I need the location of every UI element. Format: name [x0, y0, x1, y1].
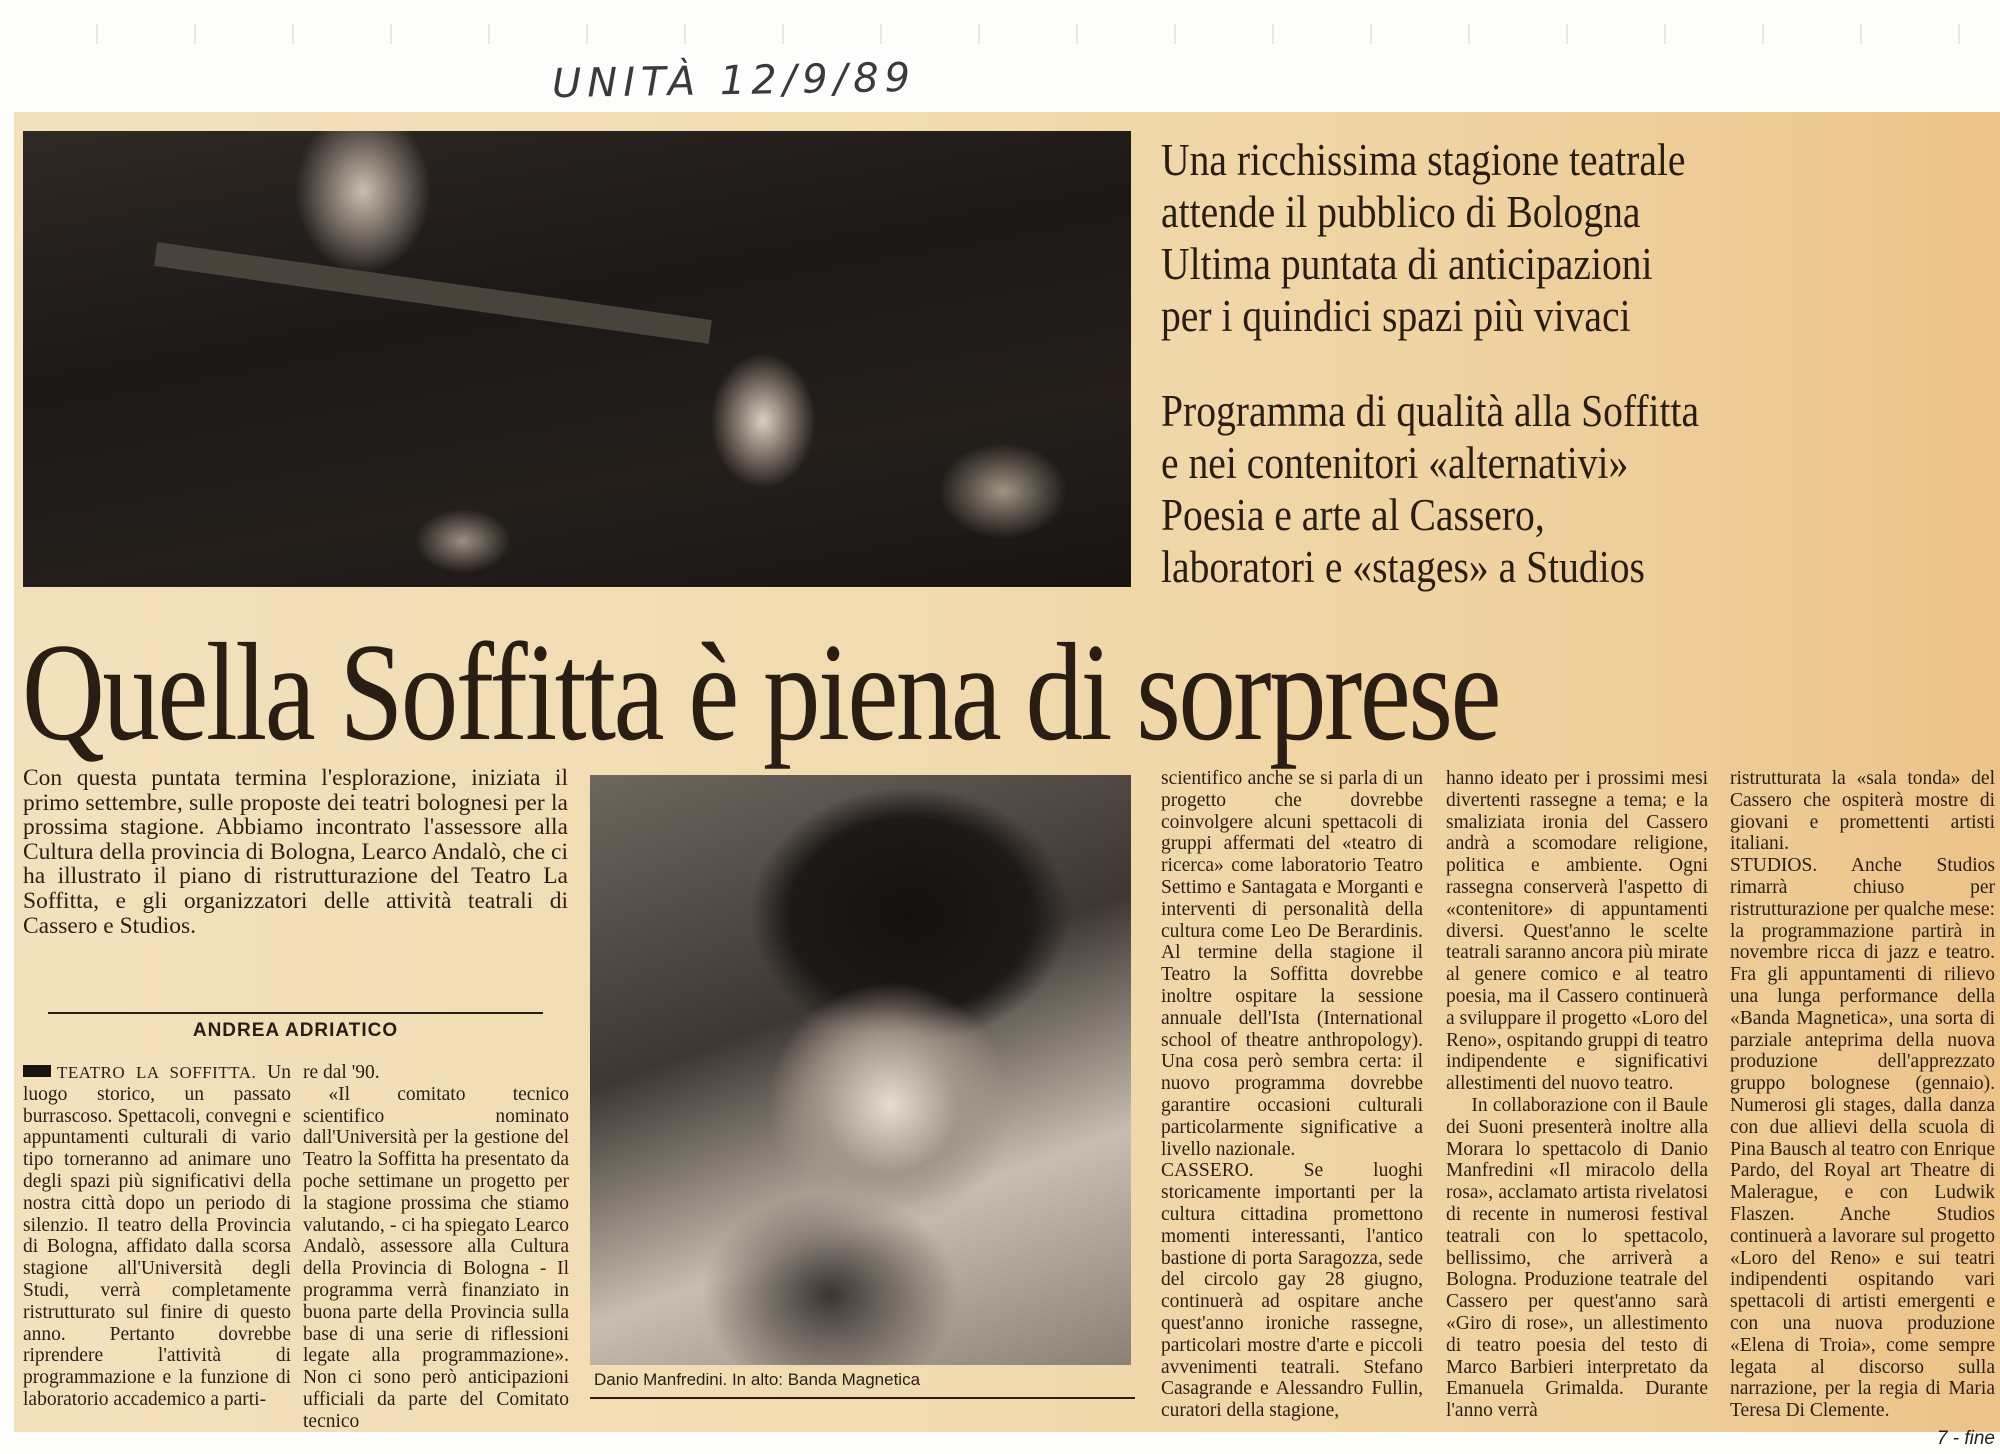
article-column-2 [303, 1062, 569, 1433]
paragraph: re dal '90. [303, 1062, 380, 1083]
article-headline: Quella Soffitta è piena di sorprese [22, 615, 1500, 770]
section-marker-icon [23, 1065, 51, 1077]
subheading-line: attende il pubblico di Bologna [1161, 187, 1641, 237]
paragraph: hanno ideato per i prossimi mesi divertenti rassegne a tema; e la smaliziata ironia del Cassero andrà a scomodare religione, politica e ambiente. Ogni rassegna conserverà l'aspetto di «contenitore» di appuntamenti diversi. Quest'anno le scelte teatrali saranno ancora più mirate al genere comico e al teatro poesia, ma il Cassero continuerà a sviluppare il progetto «Loro del Reno», ospitando gruppi di teatro indipendente e significativi allestimenti del nuovo teatro. [1446, 768, 1708, 1095]
subheading-line: per i quindici spazi più vivaci [1161, 291, 1631, 341]
article-end-mark: 7 - fine [1936, 1427, 1995, 1449]
handwritten-source-date: UNITÀ 12/9/89 [551, 54, 917, 108]
subheading-line: Una ricchissima stagione teatrale [1161, 135, 1686, 185]
photo-danio-manfredini [590, 775, 1131, 1365]
subheading-block-2 [1161, 385, 1699, 593]
caption-divider [590, 1397, 1135, 1399]
paragraph: ristrutturata la «sala tonda» del Cassero che ospiterà mostre di giovani e promettenti artisti italiani. [1730, 768, 1995, 855]
article-column-4 [1446, 768, 1708, 1422]
article-intro: Con questa puntata termina l'esplorazione, iniziata il primo settembre, sulle proposte dei teatri bolognesi per la prossima stagione. Abbiamo incontrato l'assessore alla Cultura della provincia di Bologna, Learco Andalò, che ci ha illustrato il piano di ristrutturazione del Teatro La Soffitta, e gli organizzatori delle attività teatrali di Cassero e Studios. [23, 765, 568, 939]
byline-divider [48, 1012, 543, 1014]
article-byline: ANDREA ADRIATICO [192, 1020, 399, 1041]
section-lead: TEATRO LA SOFFITTA. [57, 1063, 257, 1082]
subheading-line: Programma di qualità alla Soffitta [1161, 386, 1700, 436]
subheading-line: Ultima puntata di anticipazioni [1161, 239, 1653, 289]
column-text: Un luogo storico, un passato burrascoso. Spettacoli, convegni e appuntamenti culturali di vario tipo torneranno ad animare uno degli spazi più significativi della nostra città dopo un periodo di silenzio. Il teatro della Provincia di Bologna, affidato dalla scorsa stagione all'Università degli Studi, verrà completamente ristrutturato sul finire di questo anno. Pertanto dovrebbe riprendere l'attività di programmazione e la funzione di laboratorio accademico a parti- [23, 1062, 292, 1410]
paragraph: «Il comitato tecnico scientifico nominato dall'Università per la gestione del Teatro la Soffitta ha presentato da poche settimane un progetto per la stagione prossima che stiamo valutando, - ci ha spiegato Learco Andalò, assessore alla Cultura della Provincia di Bologna - Il programma verrà finanziato in buona parte della Provincia sulla base di una serie di riflessioni legate alla programmazione». Non ci sono però anticipazioni ufficiali da parte del Comitato tecnico [303, 1083, 569, 1432]
photo-banda-magnetica [23, 131, 1131, 587]
subheading-line: laboratori e «stages» a Studios [1161, 542, 1645, 592]
article-column-5 [1730, 768, 1995, 1450]
subheading-line: Poesia e arte al Cassero, [1161, 490, 1545, 540]
subheading-line: e nei contenitori «alternativi» [1161, 438, 1629, 488]
paragraph: scientifico anche se si parla di un progetto che dovrebbe coinvolgere alcuni spettacoli di gruppi affermati del «teatro di ricerca» come laboratorio Teatro Settimo e Santagata e Morganti e interventi di personalità della cultura come Leo De Berardinis. Al termine della stagione il Teatro la Soffitta dovrebbe inoltre ospitare la sessione annuale dell'Ista (International school of theatre anthropology). Una cosa però sembra certa: il nuovo programma dovrebbe garantire occasioni culturali particolarmente significative a livello nazionale. [1161, 768, 1423, 1160]
scan-ruler-ticks [0, 24, 2000, 44]
subheading-block-1 [1161, 134, 1685, 342]
paragraph: STUDIOS. Anche Studios rimarrà chiuso per ristrutturazione per qualche mese: la programmazione partirà in novembre ricca di jazz e teatro. Fra gli appuntamenti di rilievo una lunga performance della «Banda Magnetica», una sorta di parziale anteprima della nuova produzione dell'apprezzato gruppo bolognese (gennaio). Numerosi gli stages, dalla danza con due allievi della scuola di Pina Bausch al teatro con Enrique Pardo, del Royal art Theatre di Malerague, e con Ludwik Flaszen. Anche Studios continuerà a lavorare sul progetto «Loro del Reno» e sui teatri indipendenti ospitando vari spettacoli di artisti emergenti e con una nuova produzione «Elena di Troia», come sempre legata al discorso sulla narrazione, per la regia di Maria Teresa Di Clemente. [1730, 855, 1995, 1422]
article-column-1 [23, 1062, 291, 1411]
article-column-3 [1161, 768, 1423, 1422]
paragraph: CASSERO. Se luoghi storicamente importanti per la cultura cittadina promettono momenti interessanti, l'antico bastione di porta Saragozza, sede del circolo gay 28 giugno, continuerà ad ospitare anche quest'anno ironiche rassegne, particolari mostre d'arte e piccoli avvenimenti teatrali. Stefano Casagrande e Alessandro Fullin, curatori della stagione, [1161, 1160, 1423, 1422]
photo-caption: Danio Manfredini. In alto: Banda Magnetica [594, 1370, 921, 1389]
paragraph: In collaborazione con il Baule dei Suoni presenterà inoltre alla Morara lo spettacolo di Danio Manfredini «Il miracolo della rosa», acclamato artista rivelatosi di recente in numerosi festival teatrali con lo spettacolo, bellissimo, che arriverà a Bologna. Produzione teatrale del Cassero per quest'anno sarà «Giro di rose», un allestimento di teatro poesia del testo di Marco Barbieri interpretato da Emanuela Grimalda. Durante l'anno verrà [1446, 1094, 1708, 1422]
